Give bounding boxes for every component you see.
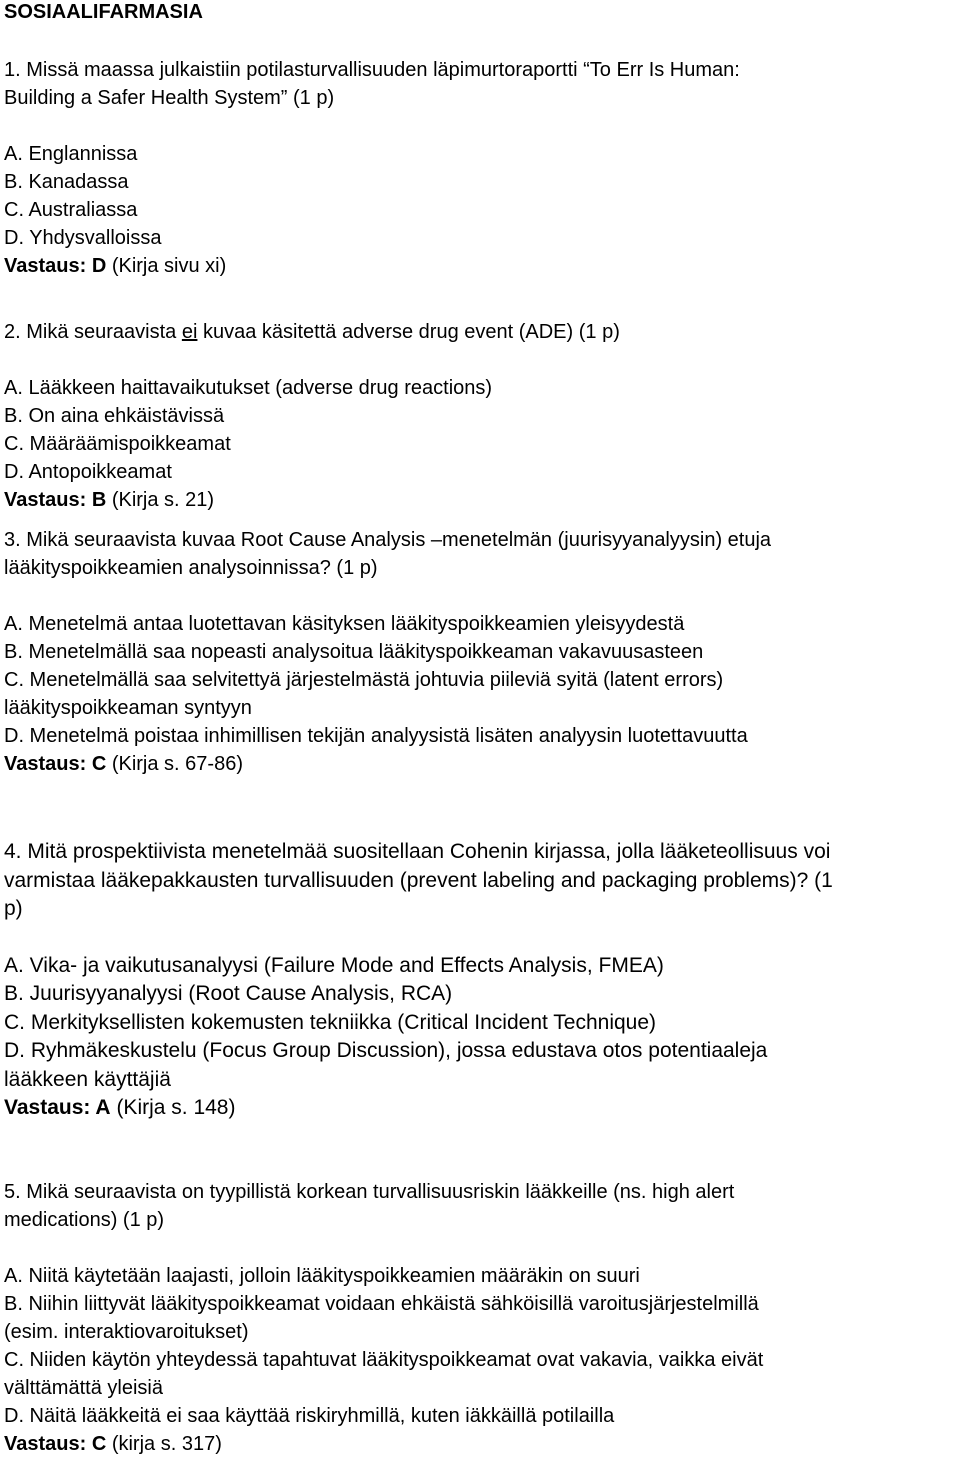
question-5-option-b-cont: (esim. interaktiovaroitukset) bbox=[4, 1321, 249, 1343]
question-3-option-a: A. Menetelmä antaa luotettavan käsityksen lääkityspoikkeamien yleisyydestä bbox=[4, 613, 685, 635]
question-2 bbox=[4, 318, 954, 514]
question-4 bbox=[4, 838, 954, 1123]
question-1-option-b: B. Kanadassa bbox=[4, 171, 129, 193]
question-3-option-c-cont: lääkityspoikkeaman syntyyn bbox=[4, 697, 252, 719]
question-1-option-c: C. Australiassa bbox=[4, 199, 138, 221]
question-4-answer-label: Vastaus: A bbox=[4, 1096, 111, 1119]
question-4-option-c: C. Merkityksellisten kokemusten tekniikka (Critical Incident Technique) bbox=[4, 1010, 657, 1034]
question-3-answer-ref: (Kirja s. 67-86) bbox=[106, 753, 243, 775]
question-1-option-d: D. Yhdysvalloissa bbox=[4, 227, 162, 249]
question-2-text-pre: 2. Mikä seuraavista bbox=[4, 321, 182, 343]
question-2-text bbox=[4, 318, 954, 346]
question-4-option-a: A. Vika- ja vaikutusanalyysi (Failure Mode and Effects Analysis, FMEA) bbox=[4, 953, 664, 977]
question-1-text-cont: Building a Safer Health System” (1 p) bbox=[4, 87, 335, 109]
question-5-option-d: D. Näitä lääkkeitä ei saa käyttää riskiryhmillä, kuten iäkkäillä potilailla bbox=[4, 1405, 615, 1427]
question-4-answer-ref: (Kirja s. 148) bbox=[110, 1096, 236, 1119]
question-4-option-d: D. Ryhmäkeskustelu (Focus Group Discussion), jossa edustava otos potentiaaleja bbox=[4, 1039, 768, 1062]
question-5-option-a: A. Niitä käytetään laajasti, jolloin lääkityspoikkeamien määräkin on suuri bbox=[4, 1265, 640, 1287]
question-5-answer-ref: (kirja s. 317) bbox=[106, 1433, 222, 1455]
question-2-answer bbox=[4, 486, 954, 514]
question-3-answer-label: Vastaus: C bbox=[4, 753, 107, 775]
question-1-text: 1. Missä maassa julkaistiin potilasturvallisuuden läpimurtoraportti “To Err Is Human: bbox=[4, 59, 740, 81]
question-3-answer bbox=[4, 750, 954, 778]
question-1-answer-label: Vastaus: D bbox=[4, 255, 107, 277]
question-4-text-cont: varmistaa lääkepakkausten turvallisuuden (prevent labeling and packaging problems)? (1 bbox=[4, 868, 833, 892]
question-1 bbox=[4, 56, 954, 280]
question-5-option-b: B. Niihin liittyvät lääkityspoikkeamat voidaan ehkäistä sähköisillä varoitusjärjestelmillä bbox=[4, 1293, 759, 1315]
question-2-answer-ref: (Kirja s. 21) bbox=[106, 489, 215, 511]
question-2-option-a: A. Lääkkeen haittavaikutukset (adverse drug reactions) bbox=[4, 377, 493, 399]
question-5-text: 5. Mikä seuraavista on tyypillistä korkean turvallisuusriskin lääkkeille (ns. high alert bbox=[4, 1181, 735, 1203]
question-5 bbox=[4, 1178, 954, 1458]
question-2-text-post: kuvaa käsitettä adverse drug event (ADE) (1 p) bbox=[197, 321, 620, 343]
question-3-text-cont: lääkityspoikkeamien analysoinnissa? (1 p) bbox=[4, 557, 378, 579]
question-2-option-d: D. Antopoikkeamat bbox=[4, 461, 172, 483]
question-2-option-c: C. Määräämispoikkeamat bbox=[4, 433, 231, 455]
question-3-text: 3. Mikä seuraavista kuvaa Root Cause Analysis –menetelmän (juurisyyanalyysin) etuja bbox=[4, 529, 772, 551]
question-4-option-b: B. Juurisyyanalyysi (Root Cause Analysis, RCA) bbox=[4, 982, 453, 1005]
question-5-option-c-cont: välttämättä yleisiä bbox=[4, 1377, 163, 1399]
question-1-answer-ref: (Kirja sivu xi) bbox=[106, 255, 227, 277]
question-3 bbox=[4, 526, 954, 778]
question-5-answer-label: Vastaus: C bbox=[4, 1433, 107, 1455]
question-4-answer bbox=[4, 1094, 954, 1123]
question-4-option-d-cont: lääkkeen käyttäjiä bbox=[4, 1067, 171, 1091]
question-1-option-a: A. Englannissa bbox=[4, 143, 138, 165]
question-3-option-b: B. Menetelmällä saa nopeasti analysoitua lääkityspoikkeaman vakavuusasteen bbox=[4, 641, 704, 663]
question-1-answer bbox=[4, 252, 954, 280]
document-title: SOSIAALIFARMASIA bbox=[4, 1, 203, 23]
question-5-option-c: C. Niiden käytön yhteydessä tapahtuvat lääkityspoikkeamat ovat vakavia, vaikka eivät bbox=[4, 1349, 764, 1371]
question-2-answer-label: Vastaus: B bbox=[4, 489, 107, 511]
question-2-text-emphasis: ei bbox=[181, 321, 198, 343]
question-3-option-d: D. Menetelmä poistaa inhimillisen tekijän analyysistä lisäten analyysin luotettavuutta bbox=[4, 725, 748, 747]
question-4-text: 4. Mitä prospektiivista menetelmää suositellaan Cohenin kirjassa, jolla lääketeollisuus voi bbox=[4, 840, 831, 863]
question-4-text-cont-2: p) bbox=[4, 897, 23, 920]
question-5-text-cont: medications) (1 p) bbox=[4, 1209, 165, 1231]
question-3-option-c: C. Menetelmällä saa selvitettyä järjestelmästä johtuvia piileviä syitä (latent errors) bbox=[4, 669, 724, 691]
question-5-answer bbox=[4, 1430, 954, 1458]
question-2-option-b: B. On aina ehkäistävissä bbox=[4, 405, 225, 427]
